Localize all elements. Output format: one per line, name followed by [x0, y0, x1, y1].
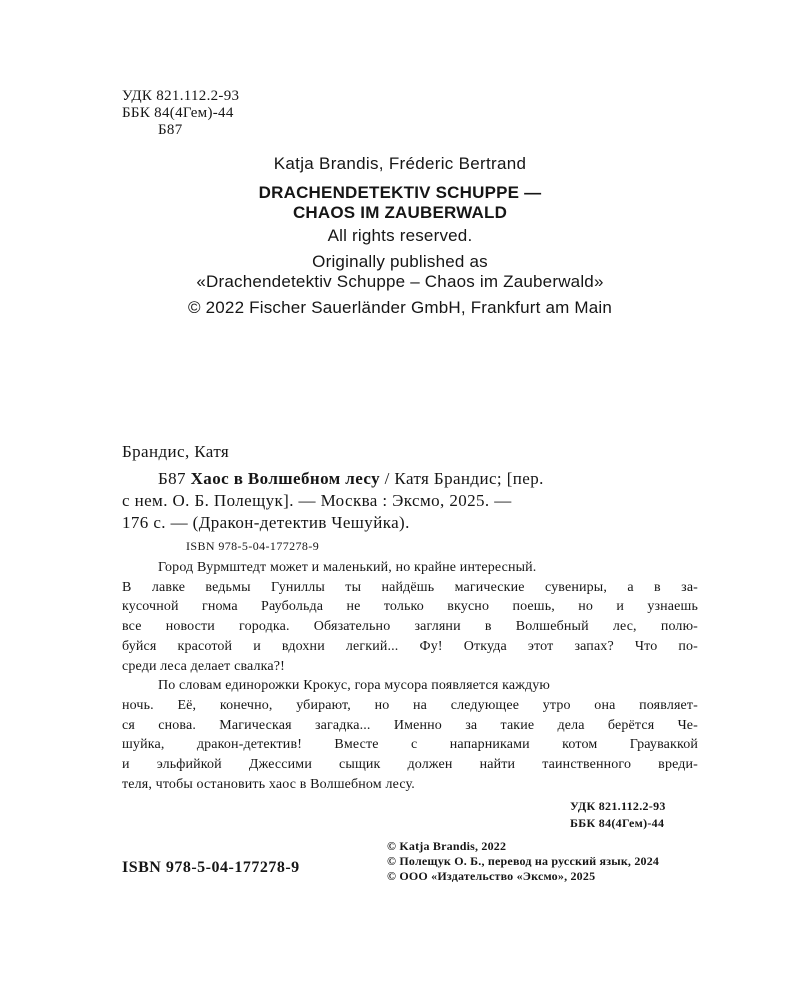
bbk-code-bottom: ББК 84(4Гем)-44: [570, 816, 665, 830]
bbk-code: ББК 84(4Гем)-44: [122, 105, 234, 121]
originally-published-label: Originally published as: [312, 252, 488, 271]
original-title-line1: DRACHENDETEKTIV SCHUPPE —: [258, 183, 542, 202]
biblio-code: Б87: [158, 469, 186, 488]
annotation-line: теля, чтобы остановить хаос в Волшебном лесу.: [122, 776, 415, 792]
biblio-line-1: [158, 468, 544, 490]
annotation-line: кусочной гнома Раубольда не только вкусно поешь, но и узнаешь: [122, 599, 698, 615]
original-title-quoted: «Drachendetektiv Schuppe – Chaos im Zauberwald»: [196, 272, 604, 291]
annotation-line: ся снова. Магическая загадка... Именно за такие дела берётся Че-: [122, 717, 698, 733]
copyright-line: © Полещук О. Б., перевод на русский язык, 2024: [387, 854, 660, 868]
biblio-line-3: 176 с. — (Дракон-детектив Чешуйка).: [122, 513, 410, 532]
annotation-line: По словам единорожки Крокус, гора мусора появляется каждую: [158, 678, 551, 694]
biblio-isbn: ISBN 978-5-04-177278-9: [186, 539, 320, 553]
annotation-line: ночь. Её, конечно, убирают, но на следующее утро она появляет-: [122, 697, 698, 713]
rights-reserved: All rights reserved.: [327, 226, 473, 245]
original-title-line2: CHAOS IM ZAUBERWALD: [292, 203, 508, 222]
biblio-line1-rest: / Катя Брандис; [пер.: [380, 469, 544, 488]
annotation-line: Город Вурмштедт может и маленький, но крайне интересный.: [158, 560, 537, 575]
udk-code-bottom: УДК 821.112.2-93: [570, 799, 666, 813]
original-authors: Katja Brandis, Fréderic Bertrand: [273, 154, 527, 173]
copyright-line: © Katja Brandis, 2022: [387, 839, 507, 853]
annotation-line: и эльфийкой Джессими сыщик должен найти таинственного вреди-: [122, 757, 698, 773]
annotation: [122, 558, 698, 794]
udk-code: УДК 821.112.2-93: [122, 88, 240, 104]
footer-isbn: ISBN 978-5-04-177278-9: [122, 859, 300, 876]
annotation-line: среди леса делает свалка?!: [122, 658, 285, 674]
annotation-line: буйся красотой и вдохни легкий... Фу! Откуда этот запах? Что по-: [122, 638, 698, 654]
copyright-line: © ООО «Издательство «Эксмо», 2025: [387, 869, 596, 883]
author-mark: Б87: [158, 122, 183, 138]
annotation-line: все новости городка. Обязательно загляни в Волшебный лес, полю-: [122, 619, 698, 635]
original-copyright: © 2022 Fischer Sauerländer GmbH, Frankfurt am Main: [187, 298, 613, 317]
biblio-author-heading: Брандис, Катя: [122, 442, 230, 461]
biblio-line-2: с нем. О. Б. Полещук]. — Москва : Эксмо, 2025. —: [122, 491, 512, 510]
annotation-line: В лавке ведьмы Гуниллы ты найдёшь магические сувениры, а в за-: [122, 579, 698, 595]
annotation-line: шуйка, дракон-детектив! Вместе с напарниками котом Грауваккой: [122, 737, 698, 753]
biblio-title: Хаос в Волшебном лесу: [190, 469, 380, 488]
